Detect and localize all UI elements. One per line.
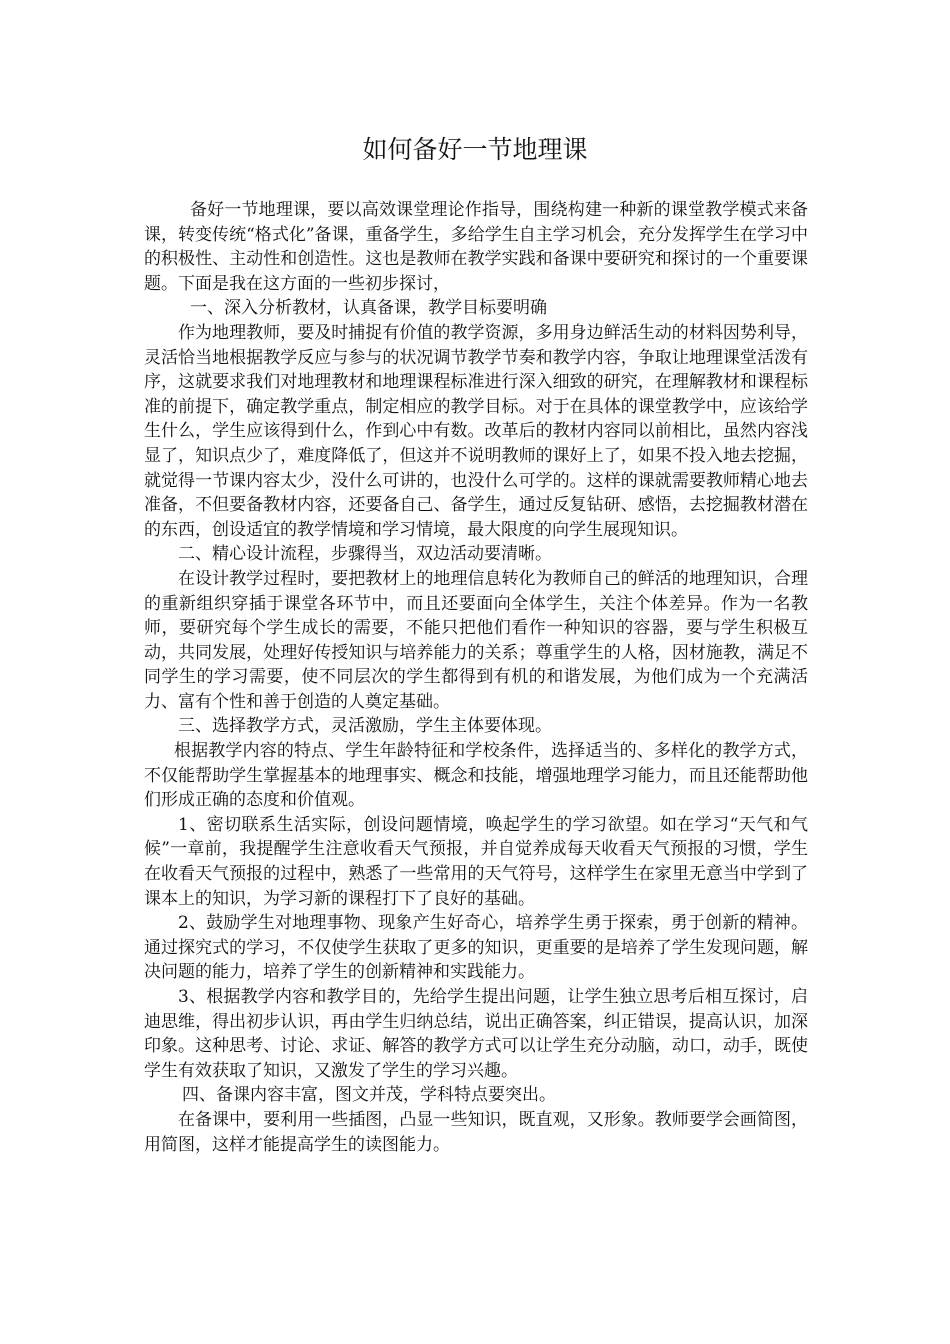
body-paragraph: 在设计教学过程时，要把教材上的地理信息转化为教师自己的鲜活的地理知识，合理的重新组织穿插于课堂各环节中，而且还要面向全体学生，关注个体差异。作为一名教师，要研究每个学生成长的需要，不能只把他们看作一种知识的容器，要与学生积极互动，共同发展，处理好传授知识与培养能力的关系；尊重学生的人格，因材施教，满足不同学生的学习需要，使不同层次的学生都得到有机的和谐发展，为他们成为一个充满活力、富有个性和善于创造的人奠定基础。 [144,568,808,712]
document-title: 如何备好一节地理课 [362,135,588,164]
intro-paragraph: 备好一节地理课，要以高效课堂理论作指导，围绕构建一种新的课堂教学模式来备课，转变传统“格式化”备课，重备学生，多给学生自主学习机会，充分发挥学生在学习中的积极性、主动性和创造性。这也是教师在教学实践和备课中要研究和探讨的一个重要课题。下面是我在这方面的一些初步探讨， [144,200,808,294]
section-heading-1: 一、深入分析教材，认真备课，教学目标要明确 [190,298,547,319]
section-heading-4: 四、备课内容丰富，图文并茂，学科特点要突出。 [182,1085,556,1106]
body-paragraph: 根据教学内容的特点、学生年龄特征和学校条件，选择适当的、多样化的教学方式，不仅能帮助学生掌握基本的地理事实、概念和技能，增强地理学习能力，而且还能帮助他们形成正确的态度和价值观。 [144,741,808,811]
body-paragraph: 在备课中，要利用一些插图，凸显一些知识，既直观，又形象。教师要学会画简图，用简图，这样才能提高学生的读图能力。 [144,1109,808,1155]
body-paragraph: 作为地理教师，要及时捕捉有价值的教学资源，多用身边鲜活生动的材料因势利导，灵活恰当地根据教学反应与参与的状况调节教学节奏和教学内容，争取让地理课堂活泼有序，这就要求我们对地理教材和地理课程标准进行深入细致的研究，在理解教材和课程标准的前提下，确定教学重点，制定相应的教学目标。对于在具体的课堂教学中，应该给学生什么，学生应该得到什么，作到心中有数。改革后的教材内容同以前相比，虽然内容浅显了，知识点少了，难度降低了，但这并不说明教师的课好上了，如果不投入地去挖掘，就觉得一节课内容太少，没什么可讲的，也没什么可学的。这样的课就需要教师精心地去准备，不但要备教材内容，还要备自己、备学生，通过反复钻研、感悟，去挖掘教材潜在的东西，创设适宜的教学情境和学习情境，最大限度的向学生展现知识。 [144,322,808,540]
section-heading-2: 二、精心设计流程，步骤得当，双边活动要清晰。 [178,544,552,565]
document-body [144,198,808,1157]
list-item-2: 2、鼓励学生对地理事物、现象产生好奇心，培养学生勇于探索，勇于创新的精神。通过探究式的学习，不仅使学生获取了更多的知识，更重要的是培养了学生发现问题，解决问题的能力，培养了学生的创新精神和实践能力。 [144,913,808,983]
section-heading-3: 三、选择教学方式，灵活激励，学生主体要体现。 [178,716,552,737]
list-item-1: 1、密切联系生活实际，创设问题情境，唤起学生的学习欲望。如在学习“天气和气候”一章前，我提醒学生注意收看天气预报，并自觉养成每天收看天气预报的习惯，学生在收看天气预报的过程中，熟悉了一些常用的天气符号，这样学生在家里无意当中学到了课本上的知识，为学习新的课程打下了良好的基础。 [144,814,808,909]
list-item-3: 3、根据教学内容和教学目的，先给学生提出问题，让学生独立思考后相互探讨，启迪思维，得出初步认识，再由学生归纳总结，说出正确答案，纠正错误，提高认识，加深印象。这种思考、讨论、求证、解答的教学方式可以让学生充分动脑，动口，动手，既使学生有效获取了知识，又激发了学生的学习兴趣。 [144,987,808,1081]
